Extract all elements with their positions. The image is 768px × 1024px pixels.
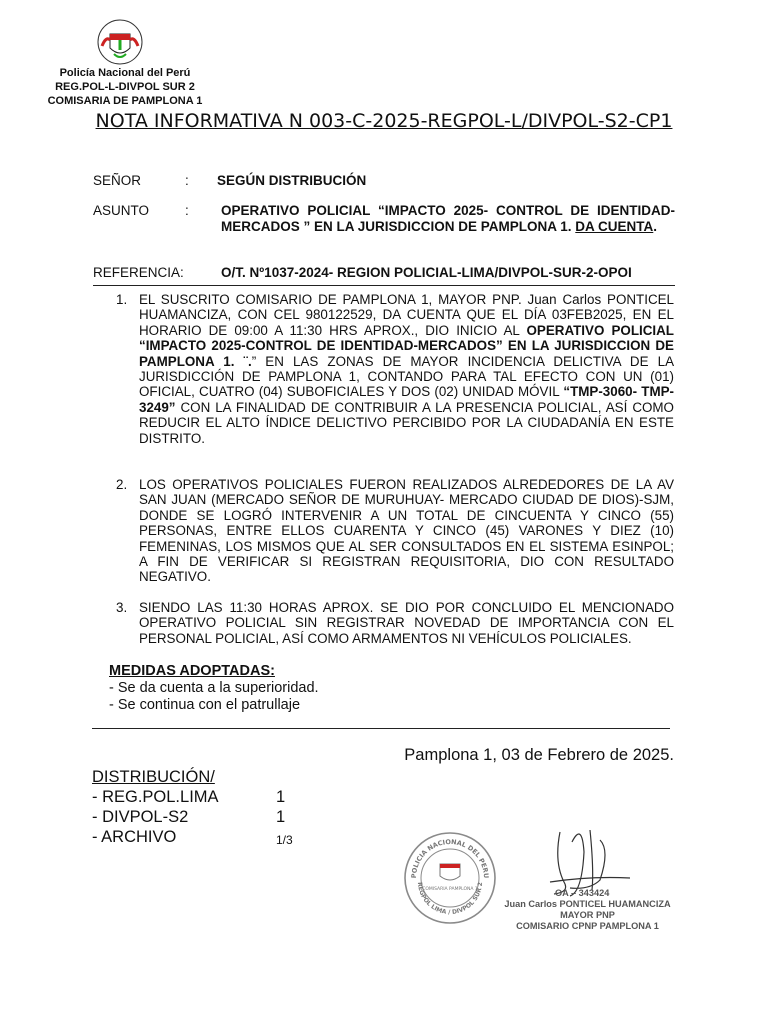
signature-block	[495, 888, 680, 932]
peru-coat-of-arms-icon	[92, 18, 148, 68]
header-divider	[93, 285, 675, 286]
footer-divider	[92, 728, 670, 729]
paragraph-3: SIENDO LAS 11:30 HORAS APROX. SE DIO POR CONCLUIDO EL MENCIONADO OPERATIVO POLICIAL SIN REGISTRAR NOVEDAD DE IMPORTANCIA CON EL PERSONAL POLICIAL, ASÍ COMO ARMAMENTOS NI VEHÍCULOS POLICIALES.	[139, 600, 674, 646]
distribution-row: - REG.POL.LIMA 1	[92, 788, 286, 806]
institution-name: Policía Nacional del Perú	[59, 67, 191, 79]
senor-colon: :	[185, 173, 189, 188]
medidas-item: - Se da cuenta a la superioridad.	[109, 680, 319, 696]
medidas-item: - Se continua con el patrullaje	[109, 697, 301, 713]
paragraph-2-number: 2.	[116, 477, 128, 492]
signature-rank: MAYOR PNP	[560, 910, 615, 920]
svg-text:REGPOL LIMA / DIVPOL SUR 2: REGPOL LIMA / DIVPOL SUR 2	[415, 881, 485, 917]
paragraph-1-number: 1.	[116, 292, 128, 307]
asunto-tail: DA CUENTA	[575, 218, 654, 234]
senor-label: SEÑOR	[93, 173, 142, 188]
signature-role: COMISARIO CPNP PAMPLONA 1	[516, 921, 659, 931]
region-name: REG.POL-L-DIVPOL SUR 2	[55, 81, 195, 93]
paragraph-3-number: 3.	[116, 600, 128, 615]
station-name: COMISARIA DE PAMPLONA 1	[47, 95, 203, 107]
distribution-heading: DISTRIBUCIÓN/	[92, 768, 215, 786]
senor-value: SEGÚN DISTRIBUCIÓN	[217, 173, 367, 188]
referencia-label: REFERENCIA:	[93, 265, 184, 280]
svg-text:POLICIA NACIONAL DEL PERU: POLICIA NACIONAL DEL PERU	[409, 837, 491, 879]
paragraph-1: EL SUSCRITO COMISARIO DE PAMPLONA 1, MAYOR PNP. Juan Carlos PONTICEL HUAMANCIZA, CON CEL 980122529, DA CUENTA QUE EL DÍA 03FEB2025, EN EL HORARIO DE 09:00 A 11:30 HRS APROX., DIO INICIO AL OPERATIVO POLICIAL “IMPACTO 2025-CONTROL DE IDENTIDAD-MERCADOS” EN LA JURISDICCION DE PAMPLONA 1. ¨.” EN LAS ZONAS DE MAYOR INCIDENCIA DELICTIVA DE LA JURISDICCIÓN DE PAMPLONA 1, CONTANDO PARA TAL EFECTO CON UN (01) OFICIAL, CUATRO (04) SUBOFICIALES Y DOS (02) UNIDAD MÓVIL “TMP-3060- TMP-3249” CON LA FINALIDAD DE CONTRIBUIR A LA PRESENCIA POLICIAL, ASÍ COMO REDUCIR EL ALTO ÍNDICE DELICTIVO PERCIBIDO POR LA CIUDADANÍA EN ESTE DISTRITO.	[139, 292, 674, 446]
medidas-section	[109, 663, 319, 714]
distribution-row: - DIVPOL-S2 1	[92, 808, 286, 826]
paragraph-2: LOS OPERATIVOS POLICIALES FUERON REALIZADOS ALREDEDORES DE LA AV SAN JUAN (MERCADO SEÑOR DE MURUHUAY- MERCADO CIUDAD DE DIOS)-SJM, DONDE SE LOGRÓ INTERVENIR A UN TOTAL DE CINCUENTA Y CINCO (55) PERSONAS, ENTRE ELLOS CUARENTA Y CINCO (45) VARONES Y DIEZ (10) FEMENINAS, LOS MISMOS QUE AL SER CONSULTADOS EN EL SISTEMA ESINPOL; A FIN DE VERIFICAR SI REGISTRAN REQUISITORIA, DIO CON RESULTADO NEGATIVO.	[139, 477, 674, 585]
asunto-colon: :	[185, 203, 189, 218]
police-stamp-icon	[402, 830, 498, 926]
signature-name: Juan Carlos PONTICEL HUAMANCIZA	[504, 899, 671, 909]
medidas-heading: MEDIDAS ADOPTADAS:	[109, 663, 275, 679]
distribution-row: - ARCHIVO 1/3	[92, 828, 293, 847]
signature-cip: OA – 343424	[555, 888, 610, 898]
asunto-label: ASUNTO	[93, 203, 150, 218]
distribution-list	[92, 767, 293, 847]
asunto-main: OPERATIVO POLICIAL “IMPACTO 2025- CONTROL DE IDENTIDAD-MERCADOS ” EN LA JURISDICCION DE PAMPLONA 1.	[221, 203, 675, 234]
date-line: Pamplona 1, 03 de Febrero de 2025.	[404, 746, 674, 764]
referencia-value: O/T. Nº1037-2024- REGION POLICIAL-LIMA/DIVPOL-SUR-2-OPOI	[221, 265, 632, 280]
svg-text:COMISARIA PAMPLONA 1: COMISARIA PAMPLONA 1	[422, 887, 478, 892]
document-title: NOTA INFORMATIVA N 003-C-2025-REGPOL-L/DIVPOL-S2-CP1	[95, 110, 673, 132]
asunto-value: OPERATIVO POLICIAL “IMPACTO 2025- CONTROL DE IDENTIDAD-MERCADOS ” EN LA JURISDICCION DE PAMPLONA 1. DA CUENTA.	[221, 203, 675, 234]
